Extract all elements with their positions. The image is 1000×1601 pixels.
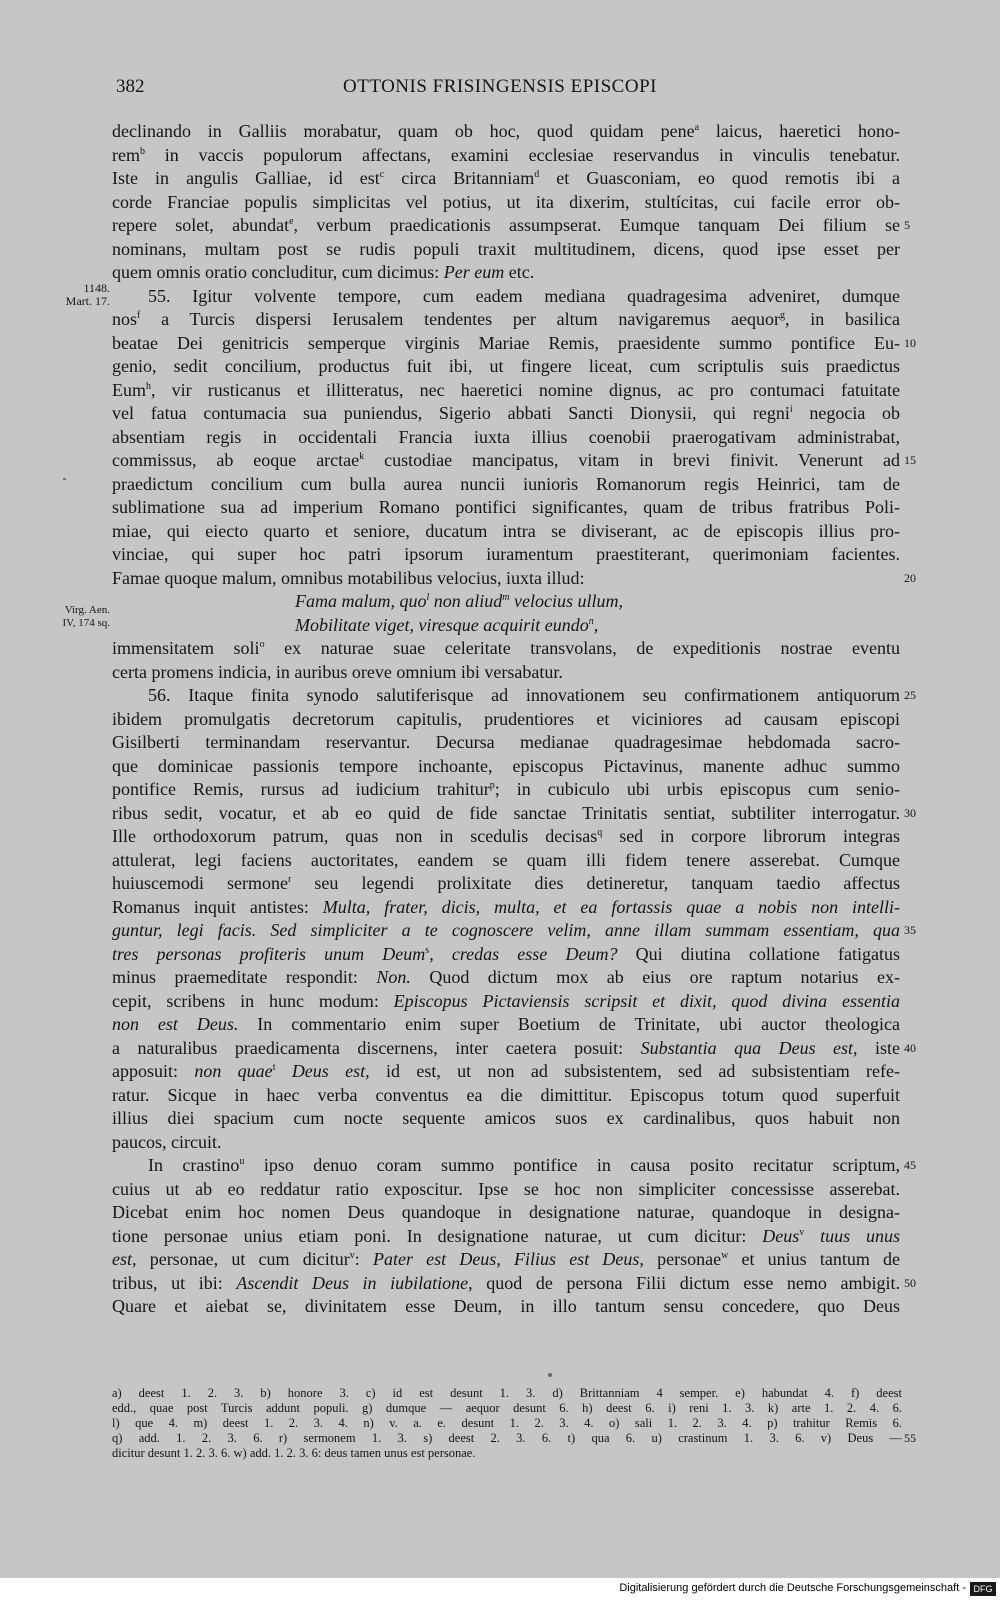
text-line: Gisilberti terminandam reservantur. Decursa medianae quadragesimae hebdomada sacro- [112, 732, 900, 752]
text-line: cepit, scribens in hunc modum: Episcopus Pictaviensis scripsit et dixit, quod divina essentia [112, 990, 900, 1011]
text-line: huiuscemodi sermone$^r$ seu legendi prolixitate dies detineretur, tanquam taedio affectus [112, 873, 900, 893]
text-line: vel fatua contumacia sua puniendus, Sigerio abbati Sancti Dionysii, qui regni$^i$ negocia ob [112, 403, 901, 423]
text-line: apposuit: non quae$^t$ Deus est, id est, ut non ad subsistentem, sed ad subsistentiam refe- [112, 1061, 900, 1081]
line-number: 45 [904, 1158, 916, 1172]
text-line: minus praemeditate respondit: Non. Quod dictum mox ab eius ore raptum notarius ex- [112, 967, 901, 987]
verse-line: Mobilitate viget, viresque acquirit eundo$^n$, [295, 614, 599, 635]
text-line: Eum$^h$, vir rusticanus et illitteratus, nec haeretici nomine dignus, ac pro contumaci fatuitate [112, 379, 900, 400]
line-number: 20 [904, 570, 916, 585]
line-number: 55 [904, 1431, 916, 1445]
text-line: repere solet, abundat$^e$, verbum praedicationis assumpserat. Eumque tanquam Dei filium se 5 [112, 214, 900, 238]
text-line: ribus sedit, vocatur, et ab eo quid de fide sanctae Trinitatis sentiat, subtiliter interrogatur. 30 [112, 802, 900, 826]
line-number: 25 [904, 688, 916, 702]
verse-line: Fama malum, quo$^l$ non aliud$^m$ velocius ullum, [295, 591, 624, 611]
line-number: 50 [904, 1275, 916, 1290]
footer-credit: Digitalisierung gefördert durch die Deutsche Forschungsgemeinschaft - [619, 1582, 966, 1594]
text-line: est, personae, ut cum dicitur$^v$: Pater est Deus, Filius est Deus, personae$^w$ et unius tantum de [112, 1249, 901, 1269]
margin-mark [63, 478, 66, 480]
line-number: 30 [904, 805, 916, 820]
footnote-separator [548, 1373, 552, 1377]
text-line: ibidem promulgatis decretorum capitulis, prudentiores et viciniores ad causam episcopi [112, 708, 900, 729]
footnotes [112, 1386, 916, 1461]
text-line: Famae quoque malum, omnibus motabilibus velocius, iuxta illud: 20 [112, 567, 900, 591]
text-line: guntur, legi facis. Sed simpliciter a te cognoscere velim, anne illam summam essentiam, qua 35 [112, 919, 900, 943]
line-number: 10 [904, 335, 916, 350]
text-line: a naturalibus praedicamenta discernens, inter caetera posuit: Substantia qua Deus est, iste 40 [112, 1037, 900, 1061]
text-line: que dominicae passionis tempore inchoante, episcopus Pictavinus, manente adhuc summo [112, 755, 900, 776]
text-line: corde Franciae populis simplicitas vel potius, ut ita dixerim, stultícitas, cui facile error ob- [112, 191, 900, 212]
text-line: Quare et aiebat se, divinitatem esse Deum, in illo tantum sensu concedere, quo Deus [112, 1296, 900, 1316]
text-line: praedictum concilium cum bulla aurea nuncii iunioris Romanorum regis Heinrici, tam de [112, 473, 900, 494]
text-line: Romanus inquit antistes: Multa, frater, dicis, multa, et ea fortassis quae a nobis non intelli- [112, 896, 901, 917]
text-line: pontifice Remis, rursus ad iudicium trahitur$^p$; in cubiculo ubi urbis episcopus cum senio- [112, 779, 900, 799]
text-line: vinciae, qui super hoc patri ipsorum iuramentum praestiterant, querimoniam facientes. [112, 544, 900, 564]
digitization-footer [0, 1578, 1000, 1601]
text-line: nominans, multam post se rudis populi traxit multitudinem, dicens, quod ipse esset per [112, 238, 900, 259]
footnote-line: dicitur desunt 1. 2. 3. 6. w) add. 1. 2. 3. 6: deus tamen unus est personae. [112, 1446, 476, 1460]
main-text [112, 120, 916, 1319]
line-number: 35 [904, 923, 916, 937]
text-line: illius diei spacium cum nocte sequente amicos suos ex cardinalibus, quos habuit non [112, 1108, 900, 1128]
footnote-line: l) que 4. m) deest 1. 2. 3. 4. n) v. a. e. desunt 1. 2. 3. 4. o) sali 1. 2. 3. 4. p) trahitur Remis 6. [112, 1416, 902, 1430]
margin-date-year: 1148. [83, 281, 110, 295]
text-line: Ille orthodoxorum patrum, quas non in scedulis decisas$^q$ sed in corpore librorum integras [112, 826, 900, 846]
footnote-line: edd., quae post Turcis addunt populi. g) dumque — aequor desunt 6. h) deest 6. i) reni 1. 3. k) arte 1. 2. 4. 6. [112, 1401, 902, 1415]
text-line: certa promens indicia, in auribus oreve omnium ibi versabatur. [112, 661, 563, 682]
text-line: immensitatem soli$^o$ ex naturae suae celeritate transvolans, de expeditionis nostrae eventu [112, 638, 900, 658]
margin-citation-line2: IV, 174 sq. [62, 617, 110, 629]
text-line: rem$^b$ in vaccis populorum affectans, examini ecclesiae reservandus in vinculis tenebatur. [112, 144, 900, 165]
running-title: OTTONIS FRISINGENSIS EPISCOPI [343, 76, 657, 97]
text-line: non est Deus. In commentario enim super Boetium de Trinitate, ubi auctor theologica [112, 1014, 900, 1034]
line-number: 5 [904, 218, 910, 232]
footnote-line: q) add. 1. 2. 3. 6. r) sermonem 1. 3. s) deest 2. 3. 6. t) qua 6. u) crastinum 1. 3. 6. v) Deus — 55 [112, 1431, 902, 1446]
text-line: declinando in Galliis morabatur, quam ob hoc, quod quidam pene$^a$ laicus, haeretici hono- [112, 121, 900, 141]
text-line: beatae Dei genitricis semperque virginis Mariae Remis, praesidente summo pontifice Eu- 10 [112, 332, 900, 356]
text-line: Dicebat enim hoc nomen Deus quandoque in designatione naturae, quandoque in designa- [112, 1202, 900, 1222]
text-line: 56. Itaque finita synodo salutiferisque ad innovationem seu confirmationem antiquorum 25 [112, 684, 900, 708]
text-line: sublimatione sua ad imperium Romano pontifici significantes, quam de tribus fratribus Poli- [112, 497, 900, 517]
text-line: paucos, circuit. [112, 1131, 222, 1152]
text-line: absentiam regis in occidentali Francia iuxta illius coenobii praerogativam administrabat, [112, 426, 900, 447]
text-line: tione personae unius etiam poni. In designatione naturae, ut cum dicitur: Deus$^v$ tuus unus [112, 1225, 901, 1246]
text-line: In crastino$^u$ ipso denuo coram summo pontifice in causa posito recitatur scriptum, 45 [112, 1154, 900, 1178]
text-line: tres personas profiteris unum Deum$^s$, credas esse Deum? Qui diutina collatione fatigatus [112, 943, 901, 964]
text-line: genio, sedit concilium, productus fuit ibi, ut fingere liceat, cum scriptulis suis praedictus [112, 356, 900, 376]
text-line: nos$^f$ a Turcis dispersi Ierusalem tendentes per altum navigaremus aequor$^g$, in basilica [112, 309, 900, 329]
page-header [0, 76, 1000, 106]
text-line: commissus, ab eoque arctae$^k$ custodiae mancipatus, vitam in brevi finivit. Venerunt ad 15 [112, 449, 900, 473]
text-line: cuius ut ab eo reddatur ratio exposcitur. Ipse se hoc non simpliciter concessisse asserebat. [112, 1178, 900, 1199]
dfg-logo: DFG [970, 1582, 996, 1596]
margin-date-day: Mart. 17. [65, 294, 110, 308]
footnote-line: a) deest 1. 2. 3. b) honore 3. c) id est desunt 1. 3. d) Brittanniam 4 semper. e) habundat 4. f) deest [112, 1386, 902, 1400]
line-number: 40 [904, 1040, 916, 1055]
text-line: miae, qui eiecto quarto et seniore, ducatum intra se diviserant, ac de episcopis illius pro- [112, 520, 900, 541]
margin-citation-line1: Virg. Aen. [64, 604, 110, 616]
text-line: 55. Igitur volvente tempore, cum eadem mediana quadragesima adveniret, dumque [148, 285, 900, 306]
text-line: quem omnis oratio concluditur, cum dicimus: Per eum etc. [112, 262, 535, 282]
page-number: 382 [116, 76, 145, 97]
text-line: tribus, ut ibi: Ascendit Deus in iubilatione, quod de persona Filii dictum esse nemo ambigit. 50 [112, 1272, 900, 1296]
text-line: Iste in angulis Galliae, id est$^c$ circa Britanniam$^d$ et Guasconiam, eo quod remotis ibi a [112, 168, 901, 188]
margin-citation [44, 604, 110, 630]
text-line: ratur. Sicque in haec verba conventus ea die dimittitur. Episcopus totum quod superfuit [112, 1084, 900, 1105]
text-line: attulerat, legi faciens auctoritates, eandem se quam illi fidem tenere asserebat. Cumque [112, 849, 900, 870]
line-number: 15 [904, 453, 916, 467]
margin-date [58, 282, 110, 308]
